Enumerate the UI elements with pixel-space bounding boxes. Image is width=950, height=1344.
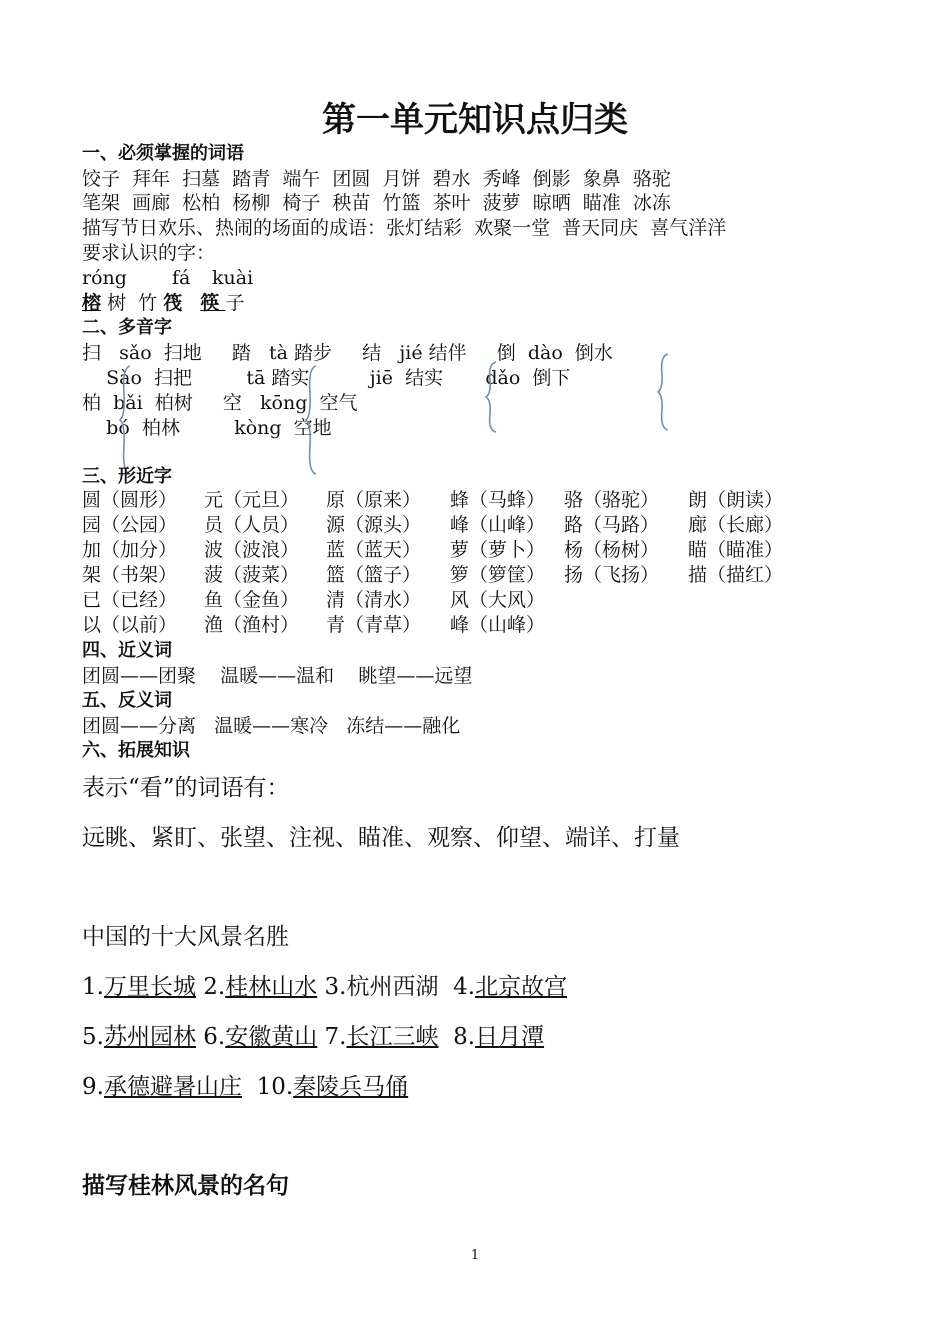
table-row xyxy=(82,513,812,538)
scenic-line-3 xyxy=(82,1072,408,1102)
scenic-name: 万里长城 xyxy=(103,974,196,1000)
table-row xyxy=(82,538,812,563)
table-cell: 清（清水） xyxy=(326,589,422,611)
table-cell: 架（书架） xyxy=(82,564,178,586)
section-1-heading: 一、必须掌握的词语 xyxy=(82,143,244,164)
section-4-heading: 四、近义词 xyxy=(82,640,172,661)
table-cell: 渔（渔村） xyxy=(204,614,300,636)
table-cell: 员（人员） xyxy=(204,514,300,536)
table-cell: 已（已经） xyxy=(82,589,178,611)
scenic-number: 6. xyxy=(203,1024,226,1050)
scenic-name: 杭州西湖 xyxy=(346,974,439,1000)
table-cell: 峰（山峰） xyxy=(450,514,546,536)
scenic-number: 7. xyxy=(324,1024,347,1050)
table-cell: 朗（朗读） xyxy=(688,489,784,511)
look-words-title: 表示“看”的词语有： xyxy=(82,775,290,801)
recognize-chars xyxy=(82,291,244,315)
table-cell: 扬（飞扬） xyxy=(564,564,660,586)
table-cell: 瞄（瞄准） xyxy=(688,539,784,561)
pinyin-kuai: kuài xyxy=(212,267,254,289)
table-cell: 园（公园） xyxy=(82,514,178,536)
synonyms-line: 团圆——团聚 温暖——温和 眺望——远望 xyxy=(82,665,473,687)
scenic-number: 4. xyxy=(453,974,476,1000)
scenic-name: 安徽黄山 xyxy=(225,1024,318,1050)
brace-shape-2 xyxy=(304,364,320,476)
table-cell: 波（波浪） xyxy=(204,539,300,561)
similar-chars-table xyxy=(82,488,812,638)
section-2-heading: 二、多音字 xyxy=(82,317,172,338)
table-cell: 篮（篮子） xyxy=(326,564,422,586)
table-row xyxy=(82,488,812,513)
scenic-number: 2. xyxy=(203,974,226,1000)
char-zi: 子 xyxy=(225,292,245,314)
char-kuai: 筷 xyxy=(200,292,220,314)
s1-line-1: 饺子 拜年 扫墓 踏青 端午 团圆 月饼 碧水 秀峰 倒影 象鼻 骆驼 xyxy=(82,168,671,190)
scenic-number: 8. xyxy=(453,1024,476,1050)
table-cell: 路（马路） xyxy=(564,514,660,536)
scenic-number: 10. xyxy=(256,1074,294,1100)
section-5-heading: 五、反义词 xyxy=(82,690,172,711)
table-cell: 圆（圆形） xyxy=(82,489,178,511)
table-cell: 原（原来） xyxy=(326,489,422,511)
section-3-heading: 三、形近字 xyxy=(82,466,172,487)
table-cell: 描（描红） xyxy=(688,564,784,586)
scenic-name: 北京故宫 xyxy=(475,974,568,1000)
char-shu: 树 xyxy=(107,292,127,314)
table-cell: 箩（箩筐） xyxy=(450,564,546,586)
table-cell: 源（源头） xyxy=(326,514,422,536)
page-number: 1 xyxy=(470,1248,480,1263)
scenic-number: 9. xyxy=(82,1074,104,1100)
scenic-name: 桂林山水 xyxy=(225,974,318,1000)
section-6-heading: 六、拓展知识 xyxy=(82,740,190,761)
page-title: 第一单元知识点归类 xyxy=(322,100,628,140)
scenic-number: 1. xyxy=(82,974,104,1000)
table-cell: 鱼（金鱼） xyxy=(204,589,300,611)
table-cell: 蜂（马蜂） xyxy=(450,489,546,511)
scenic-name: 承德避暑山庄 xyxy=(103,1074,242,1100)
scenic-number: 5. xyxy=(82,1024,104,1050)
char-zhu: 竹 xyxy=(138,292,158,314)
brace-shape-3 xyxy=(484,360,500,434)
table-cell: 峰（山峰） xyxy=(450,614,546,636)
scenic-title: 中国的十大风景名胜 xyxy=(82,924,289,950)
s1-line-3: 描写节日欢乐、热闹的场面的成语：张灯结彩 欢聚一堂 普天同庆 喜气洋洋 xyxy=(82,217,727,239)
scenic-name: 苏州园林 xyxy=(103,1024,196,1050)
scenic-number: 3. xyxy=(324,974,347,1000)
table-cell: 元（元旦） xyxy=(204,489,300,511)
table-cell: 蓝（蓝天） xyxy=(326,539,422,561)
antonyms-line: 团圆——分离 温暖——寒冷 冻结——融化 xyxy=(82,715,461,737)
scenic-line-2 xyxy=(82,1022,544,1052)
pinyin-fa: fá xyxy=(172,267,191,289)
table-cell: 以（以前） xyxy=(82,614,178,636)
s2-line-3: 柏 bǎi 柏树 空 kōng 空气 xyxy=(82,392,358,414)
table-cell: 萝（萝卜） xyxy=(450,539,546,561)
s2-line-1: 扫 sǎo 扫地 踏 tà 踏步 结 jié 结伴 倒 dào 倒水 xyxy=(82,342,613,364)
look-words-list: 远眺、紧盯、张望、注视、瞄准、观察、仰望、端详、打量 xyxy=(82,825,680,851)
char-rong: 榕 xyxy=(82,292,102,314)
scenic-name: 长江三峡 xyxy=(346,1024,439,1050)
s1-line-2: 笔架 画廊 松柏 杨柳 椅子 秧苗 竹篮 茶叶 菠萝 晾晒 瞄准 冰冻 xyxy=(82,192,671,214)
table-cell: 菠（菠菜） xyxy=(204,564,300,586)
table-row xyxy=(82,613,812,638)
table-row xyxy=(82,588,812,613)
scenic-name: 日月潭 xyxy=(475,1024,545,1050)
table-cell: 加（加分） xyxy=(82,539,178,561)
s2-line-2: Sào 扫把 tā 踏实 jiē 结实 dǎo 倒下 xyxy=(82,367,571,389)
table-cell: 杨（杨树） xyxy=(564,539,660,561)
char-fa: 筏 xyxy=(163,292,183,314)
guilin-title: 描写桂林风景的名句 xyxy=(82,1173,289,1199)
table-row xyxy=(82,563,812,588)
table-cell: 廊（长廊） xyxy=(688,514,784,536)
s1-line-4: 要求认识的字： xyxy=(82,242,216,264)
table-cell: 骆（骆驼） xyxy=(564,489,660,511)
table-cell: 青（青草） xyxy=(326,614,422,636)
table-cell: 风（大风） xyxy=(450,589,546,611)
brace-shape-4 xyxy=(656,352,672,432)
s2-line-4: bó 柏林 kòng 空地 xyxy=(82,417,332,439)
scenic-line-1 xyxy=(82,972,567,1002)
brace-shape-1 xyxy=(118,364,134,476)
scenic-name: 秦陵兵马俑 xyxy=(293,1074,409,1100)
pinyin-rong: róng xyxy=(82,267,127,289)
